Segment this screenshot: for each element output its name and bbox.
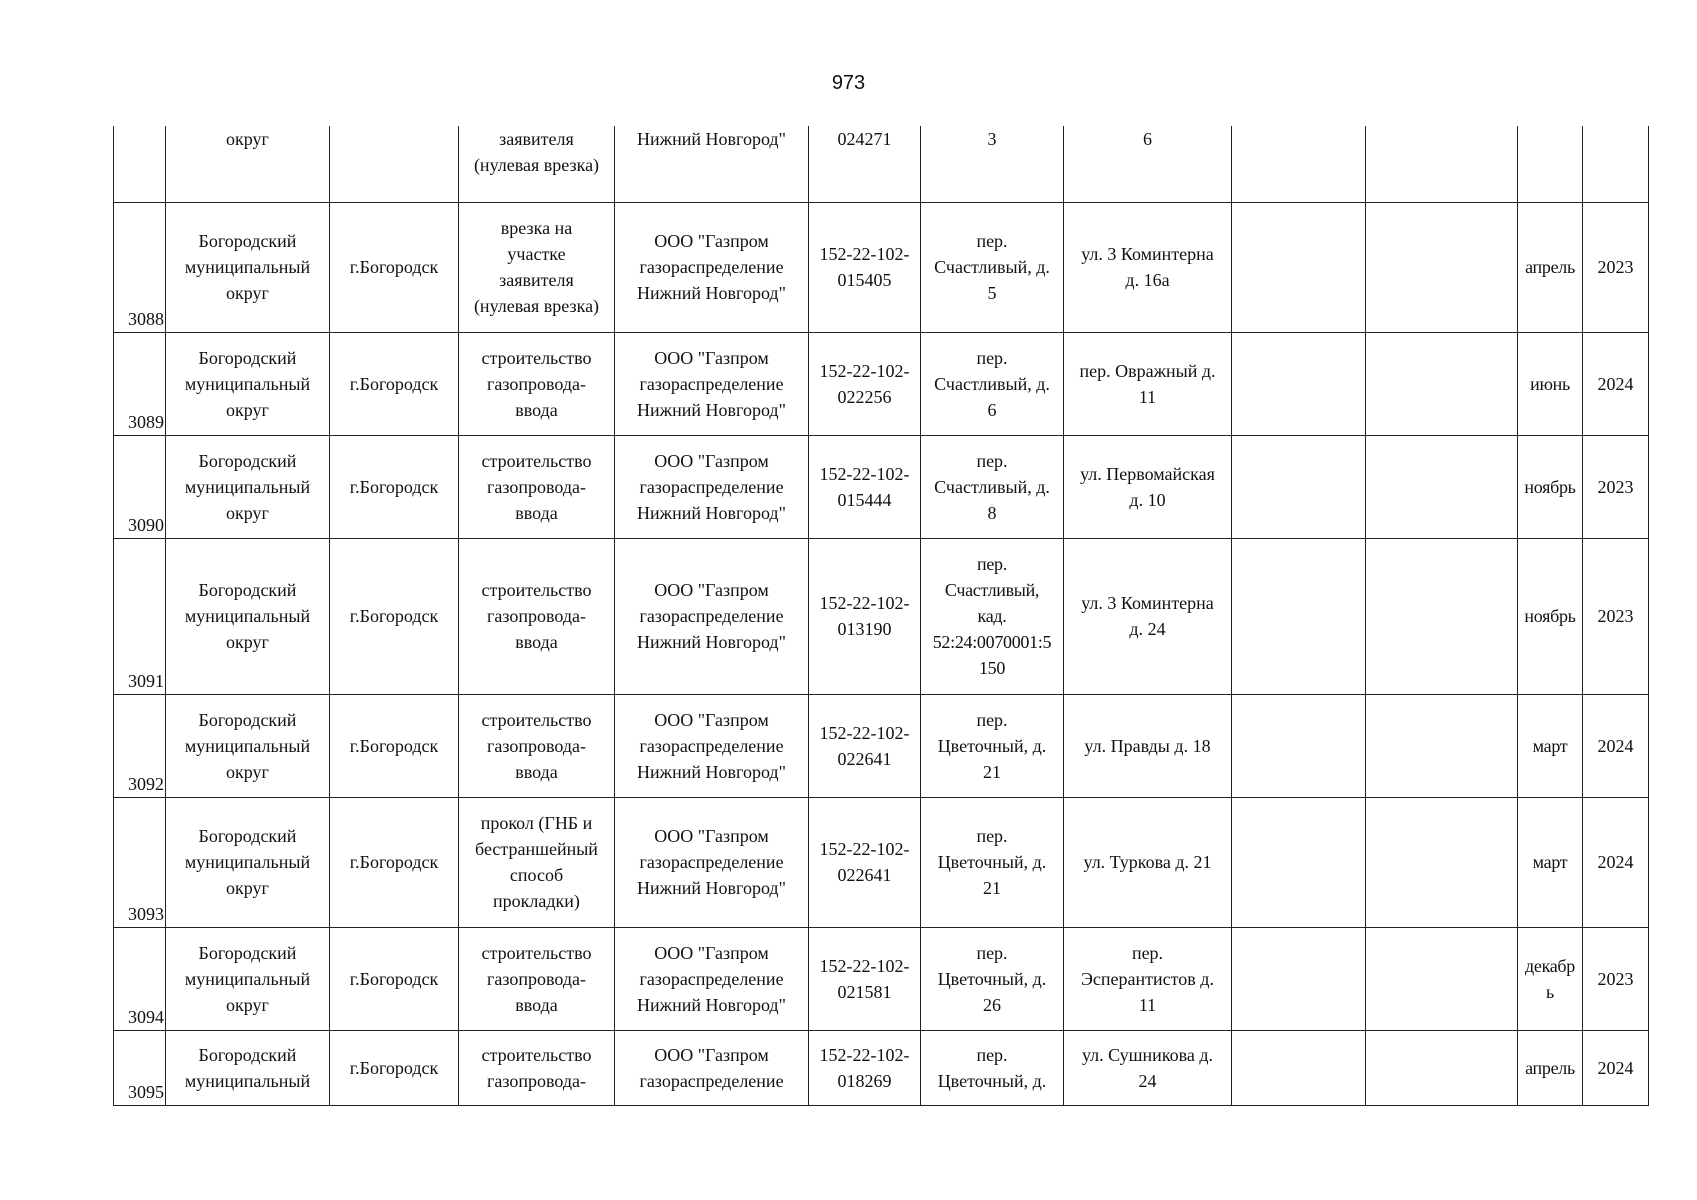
row-number: 3090 — [114, 435, 166, 538]
month-cell — [1518, 126, 1583, 202]
code-cell: 152-22-102- 021581 — [809, 927, 921, 1030]
district-cell: округ — [166, 126, 330, 202]
year-cell: 2023 — [1583, 435, 1649, 538]
work-type-cell: строительство газопровода- ввода — [459, 435, 615, 538]
empty-cell — [1366, 538, 1518, 694]
row-number: 3091 — [114, 538, 166, 694]
from-address-cell: пер. Цветочный, д. 21 — [921, 797, 1064, 927]
from-address-cell: пер. Цветочный, д. 26 — [921, 927, 1064, 1030]
code-cell: 152-22-102- 022256 — [809, 332, 921, 435]
district-cell: Богородский муниципальный — [166, 1030, 330, 1105]
work-type-cell: прокол (ГНБ и бестраншейный способ прокладки) — [459, 797, 615, 927]
work-type-cell: строительство газопровода- — [459, 1030, 615, 1105]
city-cell: г.Богородск — [330, 332, 459, 435]
year-cell: 2024 — [1583, 694, 1649, 797]
empty-cell — [1366, 797, 1518, 927]
row-number: 3088 — [114, 202, 166, 332]
from-address-cell: пер. Счастливый, д. 8 — [921, 435, 1064, 538]
year-cell: 2023 — [1583, 927, 1649, 1030]
empty-cell — [1366, 1030, 1518, 1105]
row-number: 3092 — [114, 694, 166, 797]
empty-cell — [1232, 1030, 1366, 1105]
district-cell: Богородский муниципальный округ — [166, 927, 330, 1030]
district-cell: Богородский муниципальный округ — [166, 538, 330, 694]
table-row — [114, 538, 1649, 694]
organization-cell: ООО "Газпром газораспределение Нижний Новгород" — [615, 202, 809, 332]
district-cell: Богородский муниципальный округ — [166, 694, 330, 797]
table-row — [114, 332, 1649, 435]
city-cell: г.Богородск — [330, 927, 459, 1030]
work-type-cell: строительство газопровода- ввода — [459, 332, 615, 435]
document-table — [113, 126, 1649, 1106]
district-cell: Богородский муниципальный округ — [166, 202, 330, 332]
empty-cell — [1366, 435, 1518, 538]
to-address-cell: пер. Эсперантистов д. 11 — [1064, 927, 1232, 1030]
year-cell: 2024 — [1583, 797, 1649, 927]
from-address-cell: пер. Счастливый, кад. 52:24:0070001:5 150 — [921, 538, 1064, 694]
month-cell: март — [1518, 694, 1583, 797]
code-cell: 152-22-102- 013190 — [809, 538, 921, 694]
table-row — [114, 435, 1649, 538]
from-address-cell: пер. Счастливый, д. 6 — [921, 332, 1064, 435]
row-number — [114, 126, 166, 202]
code-cell: 152-22-102- 015405 — [809, 202, 921, 332]
from-address-cell: пер. Цветочный, д. 21 — [921, 694, 1064, 797]
city-cell: г.Богородск — [330, 797, 459, 927]
year-cell — [1583, 126, 1649, 202]
month-cell: апрель — [1518, 1030, 1583, 1105]
city-cell: г.Богородск — [330, 1030, 459, 1105]
organization-cell: ООО "Газпром газораспределение Нижний Новгород" — [615, 694, 809, 797]
row-number: 3089 — [114, 332, 166, 435]
code-cell: 152-22-102- 018269 — [809, 1030, 921, 1105]
district-cell: Богородский муниципальный округ — [166, 332, 330, 435]
organization-cell: ООО "Газпром газораспределение Нижний Новгород" — [615, 435, 809, 538]
city-cell: г.Богородск — [330, 202, 459, 332]
district-cell: Богородский муниципальный округ — [166, 797, 330, 927]
empty-cell — [1232, 332, 1366, 435]
empty-cell — [1366, 202, 1518, 332]
table-row — [114, 797, 1649, 927]
city-cell — [330, 126, 459, 202]
to-address-cell: ул. Сушникова д. 24 — [1064, 1030, 1232, 1105]
city-cell: г.Богородск — [330, 435, 459, 538]
organization-cell: ООО "Газпром газораспределение Нижний Новгород" — [615, 927, 809, 1030]
month-cell: ноябрь — [1518, 538, 1583, 694]
organization-cell: ООО "Газпром газораспределение Нижний Новгород" — [615, 538, 809, 694]
empty-cell — [1232, 126, 1366, 202]
work-type-cell: строительство газопровода- ввода — [459, 694, 615, 797]
organization-cell: ООО "Газпром газораспределение — [615, 1030, 809, 1105]
organization-cell: ООО "Газпром газораспределение Нижний Новгород" — [615, 332, 809, 435]
district-cell: Богородский муниципальный округ — [166, 435, 330, 538]
work-type-cell: заявителя (нулевая врезка) — [459, 126, 615, 202]
empty-cell — [1232, 694, 1366, 797]
empty-cell — [1366, 694, 1518, 797]
year-cell: 2023 — [1583, 538, 1649, 694]
work-type-cell: строительство газопровода- ввода — [459, 538, 615, 694]
month-cell: ноябрь — [1518, 435, 1583, 538]
table-row — [114, 927, 1649, 1030]
organization-cell: Нижний Новгород" — [615, 126, 809, 202]
empty-cell — [1232, 797, 1366, 927]
year-cell: 2024 — [1583, 332, 1649, 435]
month-cell: март — [1518, 797, 1583, 927]
empty-cell — [1232, 435, 1366, 538]
empty-cell — [1366, 126, 1518, 202]
row-number: 3093 — [114, 797, 166, 927]
work-type-cell: строительство газопровода- ввода — [459, 927, 615, 1030]
month-cell: декабр ь — [1518, 927, 1583, 1030]
empty-cell — [1232, 927, 1366, 1030]
to-address-cell: ул. Первомайская д. 10 — [1064, 435, 1232, 538]
table-row — [114, 1030, 1649, 1105]
row-number: 3095 — [114, 1030, 166, 1105]
from-address-cell: пер. Счастливый, д. 5 — [921, 202, 1064, 332]
to-address-cell: ул. Туркова д. 21 — [1064, 797, 1232, 927]
month-cell: июнь — [1518, 332, 1583, 435]
empty-cell — [1366, 332, 1518, 435]
code-cell: 024271 — [809, 126, 921, 202]
code-cell: 152-22-102- 022641 — [809, 797, 921, 927]
empty-cell — [1366, 927, 1518, 1030]
to-address-cell: пер. Овражный д. 11 — [1064, 332, 1232, 435]
from-address-cell: пер. Цветочный, д. — [921, 1030, 1064, 1105]
empty-cell — [1232, 538, 1366, 694]
row-number: 3094 — [114, 927, 166, 1030]
page-number: 973 — [831, 72, 866, 94]
from-address-cell: 3 — [921, 126, 1064, 202]
code-cell: 152-22-102- 022641 — [809, 694, 921, 797]
month-cell: апрель — [1518, 202, 1583, 332]
empty-cell — [1232, 202, 1366, 332]
year-cell: 2024 — [1583, 1030, 1649, 1105]
to-address-cell: ул. 3 Коминтерна д. 16а — [1064, 202, 1232, 332]
organization-cell: ООО "Газпром газораспределение Нижний Новгород" — [615, 797, 809, 927]
to-address-cell: 6 — [1064, 126, 1232, 202]
table-row — [114, 694, 1649, 797]
code-cell: 152-22-102- 015444 — [809, 435, 921, 538]
table-row — [114, 202, 1649, 332]
to-address-cell: ул. 3 Коминтерна д. 24 — [1064, 538, 1232, 694]
city-cell: г.Богородск — [330, 538, 459, 694]
table-row — [114, 126, 1649, 202]
city-cell: г.Богородск — [330, 694, 459, 797]
work-type-cell: врезка на участке заявителя (нулевая врезка) — [459, 202, 615, 332]
year-cell: 2023 — [1583, 202, 1649, 332]
to-address-cell: ул. Правды д. 18 — [1064, 694, 1232, 797]
